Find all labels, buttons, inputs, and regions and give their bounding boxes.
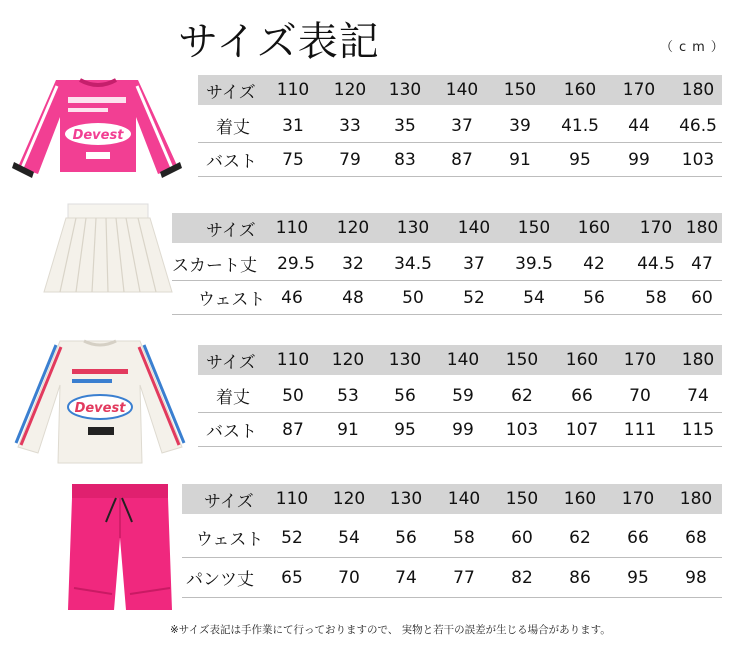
table-cell: 91	[509, 149, 531, 170]
table-cell: 42	[583, 253, 605, 274]
table-cell: 39.5	[515, 253, 553, 274]
header-cell: 140	[446, 350, 480, 370]
table-cell: 32	[342, 253, 364, 274]
table-cell: 58	[453, 527, 475, 548]
header-cell: 130	[388, 350, 422, 370]
size-table-white-top	[198, 345, 722, 447]
header-cell: 170	[621, 489, 655, 509]
header-cell: 170	[623, 350, 657, 370]
table-cell: 99	[452, 419, 474, 440]
table-cell: 41.5	[561, 115, 599, 136]
header-cell: 160	[565, 350, 599, 370]
header-label: サイズ	[206, 82, 256, 103]
table-cell: 86	[569, 567, 591, 588]
table-cell: 82	[511, 567, 533, 588]
page-title: サイズ表記	[178, 19, 380, 65]
table-cell: 46.5	[679, 115, 717, 136]
header-cell: 160	[577, 218, 611, 238]
table-cell: 54	[338, 527, 360, 548]
pink-top-print-text: Devest	[72, 128, 124, 143]
table-cell: 111	[623, 419, 657, 440]
table-row	[198, 413, 722, 447]
header-cell: 120	[336, 218, 370, 238]
table-cell: 98	[685, 567, 707, 588]
table-cell: 59	[452, 385, 474, 406]
table-cell: 77	[453, 567, 475, 588]
header-cell: 110	[276, 80, 310, 100]
header-cell: 130	[389, 489, 423, 509]
table-cell: 33	[339, 115, 361, 136]
header-label: サイズ	[206, 220, 256, 241]
table-cell: 74	[687, 385, 709, 406]
unit-label: （cm）	[660, 40, 730, 55]
size-table-skirt	[172, 213, 722, 315]
header-cell: 110	[276, 350, 310, 370]
table-header-row	[182, 484, 722, 514]
row-label: スカート丈	[172, 256, 257, 276]
table-cell: 83	[394, 149, 416, 170]
header-cell: 170	[622, 80, 656, 100]
row-label: 着丈	[216, 118, 250, 138]
table-cell: 34.5	[394, 253, 432, 274]
header-cell: 160	[563, 489, 597, 509]
header-cell: 160	[563, 80, 597, 100]
table-cell: 66	[571, 385, 593, 406]
pink-crop-top-image	[8, 72, 188, 182]
table-cell: 62	[511, 385, 533, 406]
table-cell: 103	[681, 149, 715, 170]
table-cell: 66	[627, 527, 649, 548]
table-cell: 50	[402, 287, 424, 308]
header-cell: 140	[447, 489, 481, 509]
table-cell: 47	[691, 253, 713, 274]
size-table-pants	[182, 484, 722, 598]
header-cell: 130	[388, 80, 422, 100]
table-cell: 65	[281, 567, 303, 588]
header-cell: 150	[517, 218, 551, 238]
header-cell: 180	[685, 218, 719, 238]
white-top-print-text: Devest	[74, 401, 126, 416]
table-cell: 107	[565, 419, 599, 440]
row-label: ウェスト	[198, 290, 266, 310]
table-cell: 31	[282, 115, 304, 136]
row-label: ウェスト	[196, 530, 264, 550]
header-cell: 140	[445, 80, 479, 100]
row-label: バスト	[206, 422, 257, 442]
white-long-sleeve-top-image	[10, 335, 190, 470]
table-header-row	[198, 75, 722, 105]
row-label: パンツ丈	[186, 570, 254, 590]
header-cell: 170	[639, 218, 673, 238]
header-cell: 120	[333, 80, 367, 100]
table-cell: 95	[394, 419, 416, 440]
table-cell: 62	[569, 527, 591, 548]
header-cell: 110	[275, 218, 309, 238]
table-cell: 37	[463, 253, 485, 274]
header-cell: 120	[331, 350, 365, 370]
disclaimer-note: ※サイズ表記は手作業にて行っておりますので、 実物と若干の誤差が生じる場合があります。	[170, 624, 611, 636]
row-label: バスト	[206, 152, 257, 172]
table-row	[172, 281, 722, 315]
table-cell: 46	[281, 287, 303, 308]
table-row	[198, 143, 722, 177]
header-cell: 130	[396, 218, 430, 238]
table-cell: 56	[394, 385, 416, 406]
table-cell: 103	[505, 419, 539, 440]
header-cell: 180	[681, 80, 715, 100]
table-cell: 35	[394, 115, 416, 136]
table-cell: 37	[451, 115, 473, 136]
row-label: 着丈	[216, 388, 250, 408]
table-cell: 48	[342, 287, 364, 308]
size-table-pink-top	[198, 75, 722, 177]
table-cell: 44.5	[637, 253, 675, 274]
table-cell: 95	[569, 149, 591, 170]
header-cell: 150	[503, 80, 537, 100]
table-cell: 87	[451, 149, 473, 170]
header-cell: 140	[457, 218, 491, 238]
table-cell: 99	[628, 149, 650, 170]
table-cell: 68	[685, 527, 707, 548]
header-cell: 110	[275, 489, 309, 509]
header-cell: 120	[332, 489, 366, 509]
table-cell: 44	[628, 115, 650, 136]
table-cell: 70	[629, 385, 651, 406]
table-cell: 54	[523, 287, 545, 308]
table-row	[198, 109, 722, 143]
table-cell: 74	[395, 567, 417, 588]
table-row	[182, 518, 722, 558]
table-cell: 95	[627, 567, 649, 588]
table-cell: 70	[338, 567, 360, 588]
table-cell: 115	[681, 419, 715, 440]
header-cell: 150	[505, 489, 539, 509]
header-label: サイズ	[204, 491, 254, 512]
table-header-row	[172, 213, 722, 243]
pink-pants-image	[60, 478, 180, 618]
table-cell: 87	[282, 419, 304, 440]
table-row	[172, 247, 722, 281]
white-pleated-skirt-image	[38, 200, 178, 300]
table-cell: 52	[281, 527, 303, 548]
table-cell: 91	[337, 419, 359, 440]
table-cell: 50	[282, 385, 304, 406]
table-cell: 60	[691, 287, 713, 308]
table-row	[182, 558, 722, 598]
table-cell: 56	[583, 287, 605, 308]
table-row	[198, 379, 722, 413]
header-label: サイズ	[206, 352, 256, 373]
header-cell: 180	[679, 489, 713, 509]
table-cell: 58	[645, 287, 667, 308]
table-cell: 75	[282, 149, 304, 170]
header-cell: 150	[505, 350, 539, 370]
header-cell: 180	[681, 350, 715, 370]
table-cell: 52	[463, 287, 485, 308]
table-cell: 79	[339, 149, 361, 170]
table-cell: 39	[509, 115, 531, 136]
table-cell: 53	[337, 385, 359, 406]
table-cell: 56	[395, 527, 417, 548]
table-cell: 29.5	[277, 253, 315, 274]
table-cell: 60	[511, 527, 533, 548]
table-header-row	[198, 345, 722, 375]
